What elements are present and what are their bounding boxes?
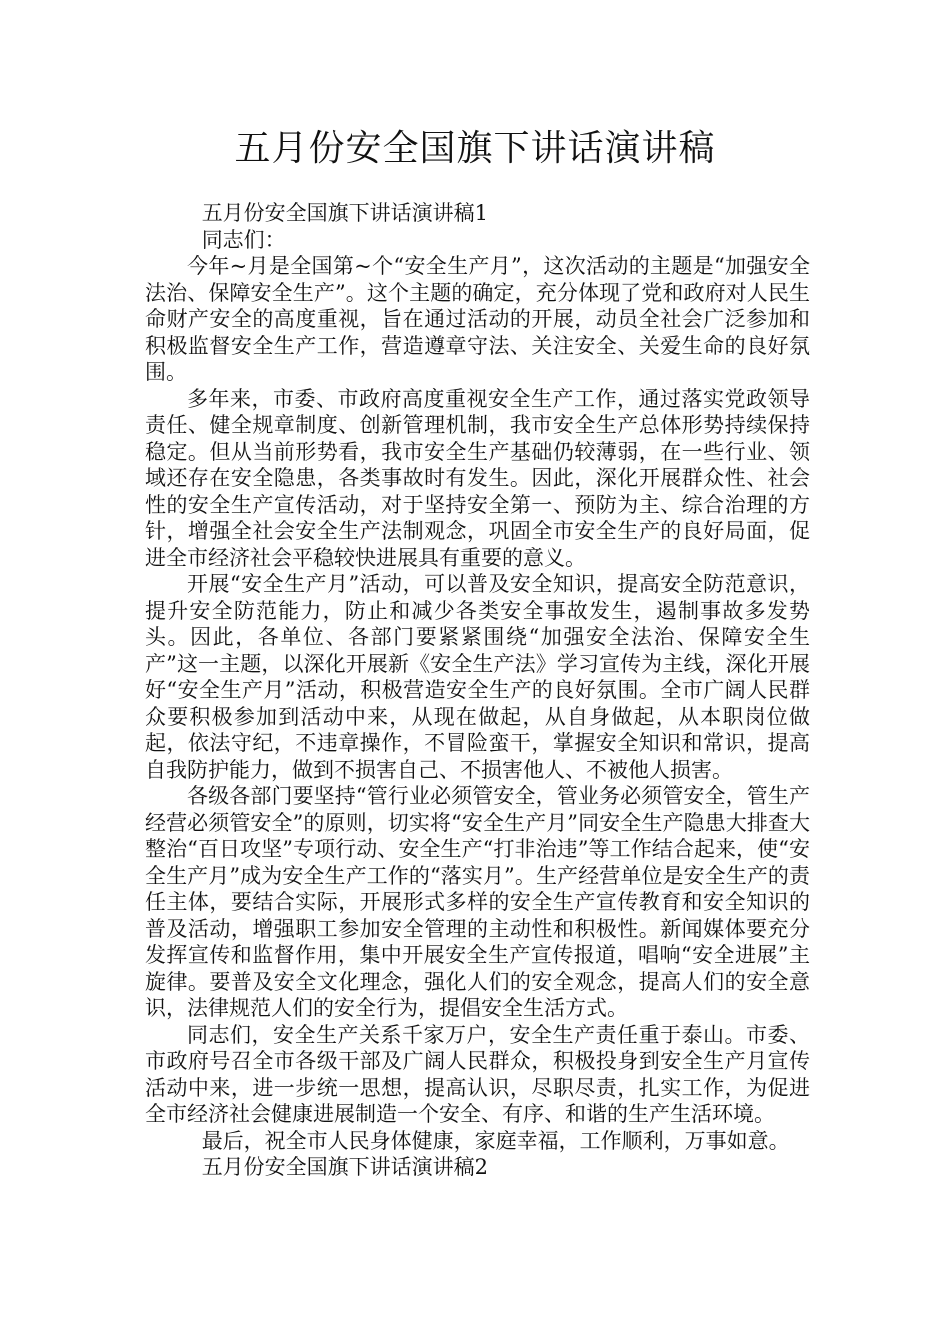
paragraph-3: 开展“安全生产月”活动，可以普及安全知识，提高安全防范意识，提升安全防范能力，防止和减少各类安全事故发生，遏制事故多发势头。因此，各单位、各部门要紧紧围绕“加强安全法治、保障安全生产”这一主题，以深化开展新《安全生产法》学习宣传为主线，深化开展好“安全生产月”活动，积极营造安全生产的良好氛围。全市广阔人民群众要积极参加到活动中来，从现在做起，从自身做起，从本职岗位做起，依法守纪，不违章操作，不冒险蛮干，掌握安全知识和常识，提高自我防护能力，做到不损害自己、不损害他人、不被他人损害。 <box>145 572 810 782</box>
salutation: 同志们： <box>201 227 286 252</box>
paragraph-1: 今年~月是全国第~个“安全生产月”，这次活动的主题是“加强安全法治、保障安全生产”。这个主题的确定，充分体现了党和政府对人民生命财产安全的高度重视，旨在通过活动的开展，动员全社会广泛参加和积极监督安全生产工作，营造遵章守法、关注安全、关爱生命的良好氛围。 <box>145 254 810 384</box>
section-heading-2: 五月份安全国旗下讲话演讲稿2 <box>201 1155 489 1179</box>
document-body <box>145 200 810 1181</box>
paragraph-5: 同志们，安全生产关系千家万户，安全生产责任重于泰山。市委、市政府号召全市各级干部及广阔人民群众，积极投身到安全生产月宣传活动中来，进一步统一思想，提高认识，尽职尽责，扎实工作，为促进全市经济社会健康进展制造一个安全、有序、和谐的生产生活环境。 <box>145 1022 810 1126</box>
paragraph-2: 多年来，市委、市政府高度重视安全生产工作，通过落实党政领导责任、健全规章制度、创新管理机制，我市安全生产总体形势持续保持稳定。但从当前形势看，我市安全生产基础仍较薄弱，在一些行业、领域还存在安全隐患，各类事故时有发生。因此，深化开展群众性、社会性的安全生产宣传活动，对于坚持安全第一、预防为主、综合治理的方针，增强全社会安全生产法制观念，巩固全市安全生产的良好局面，促进全市经济社会平稳较快进展具有重要的意义。 <box>145 386 810 570</box>
document-title: 五月份安全国旗下讲话演讲稿 <box>234 128 716 169</box>
section-heading-1: 五月份安全国旗下讲话演讲稿1 <box>201 201 489 225</box>
closing-line: 最后，祝全市人民身体健康，家庭幸福，工作顺利，万事如意。 <box>201 1128 790 1153</box>
paragraph-4: 各级各部门要坚持“管行业必须管安全，管业务必须管安全，管生产经营必须管安全”的原则，切实将“安全生产月”同安全生产隐患大排查大整治“百日攻坚”专项行动、安全生产“打非治违”等工作结合起来，使“安全生产月”成为安全生产工作的“落实月”。生产经营单位是安全生产的责任主体，要结合实际，开展形式多样的安全生产宣传教育和安全知识的普及活动，增强职工参加安全管理的主动性和积极性。新闻媒体要充分发挥宣传和监督作用，集中开展安全生产宣传报道，唱响“安全进展”主旋律。要普及安全文化理念，强化人们的安全观念，提高人们的安全意识，法律规范人们的安全行为，提倡安全生活方式。 <box>145 784 810 1020</box>
